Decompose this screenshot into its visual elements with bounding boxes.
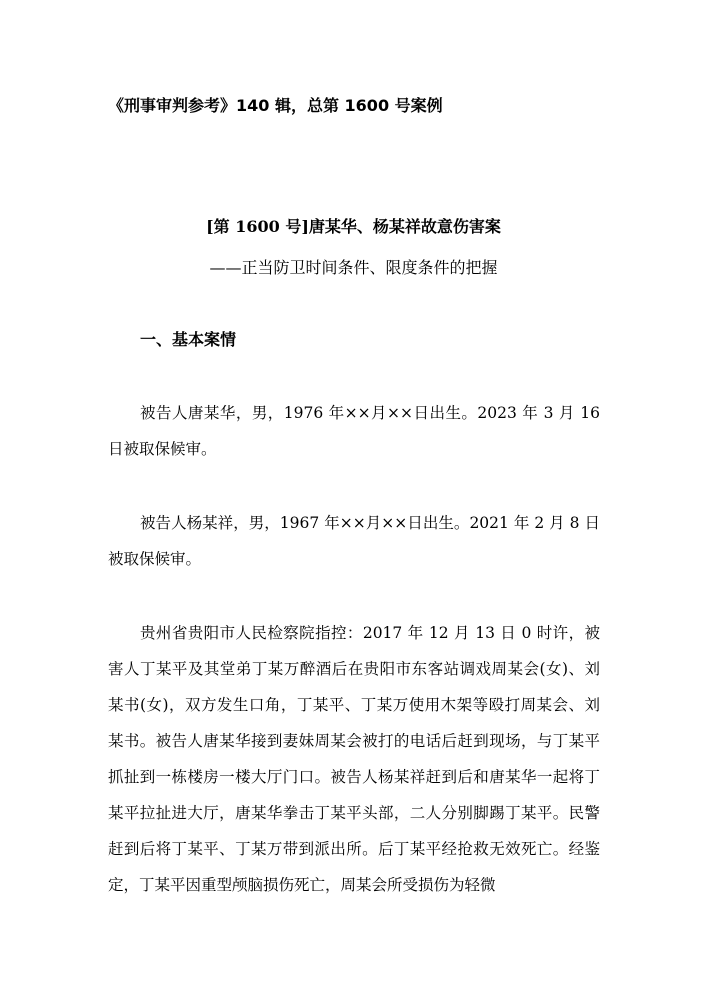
paragraph-defendant-yang: 被告人杨某祥，男，1967 年××月××日出生。2021 年 2 月 8 日被取保候审。: [108, 514, 600, 568]
case-subtitle: ——正当防卫时间条件、限度条件的把握: [209, 258, 498, 277]
paragraph-indictment: 贵州省贵阳市人民检察院指控：2017 年 12 月 13 日 0 时许，被害人丁某平及其堂弟丁某万醉酒后在贵阳市东客站调戏周某会(女)、刘某书(女)，双方发生口角，丁某平、丁某万使用木架等殴打周某会、刘某书。被告人唐某华接到妻妹周某会被打的电话后赶到现场，与丁某平抓扯到一栋楼房一楼大厅门口。被告人杨某祥赶到后和唐某华一起将丁某平拉扯进大厅，唐某华拳击丁某平头部，二人分别脚踢丁某平。民警赶到后将丁某平、丁某万带到派出所。后丁某平经抢救无效死亡。经鉴定，丁某平因重型颅脑损伤死亡，周某会所受损伤为轻微: [108, 624, 600, 894]
paragraph-defendant-tang: 被告人唐某华，男，1976 年××月××日出生。2023 年 3 月 16 日被取保候审。: [108, 404, 600, 458]
section-heading: 一、基本案情: [140, 330, 237, 349]
case-title: [第 1600 号]唐某华、杨某祥故意伤害案: [206, 217, 501, 236]
series-reference-line: 《刑事审判参考》140 辑，总第 1600 号案例: [108, 96, 443, 115]
